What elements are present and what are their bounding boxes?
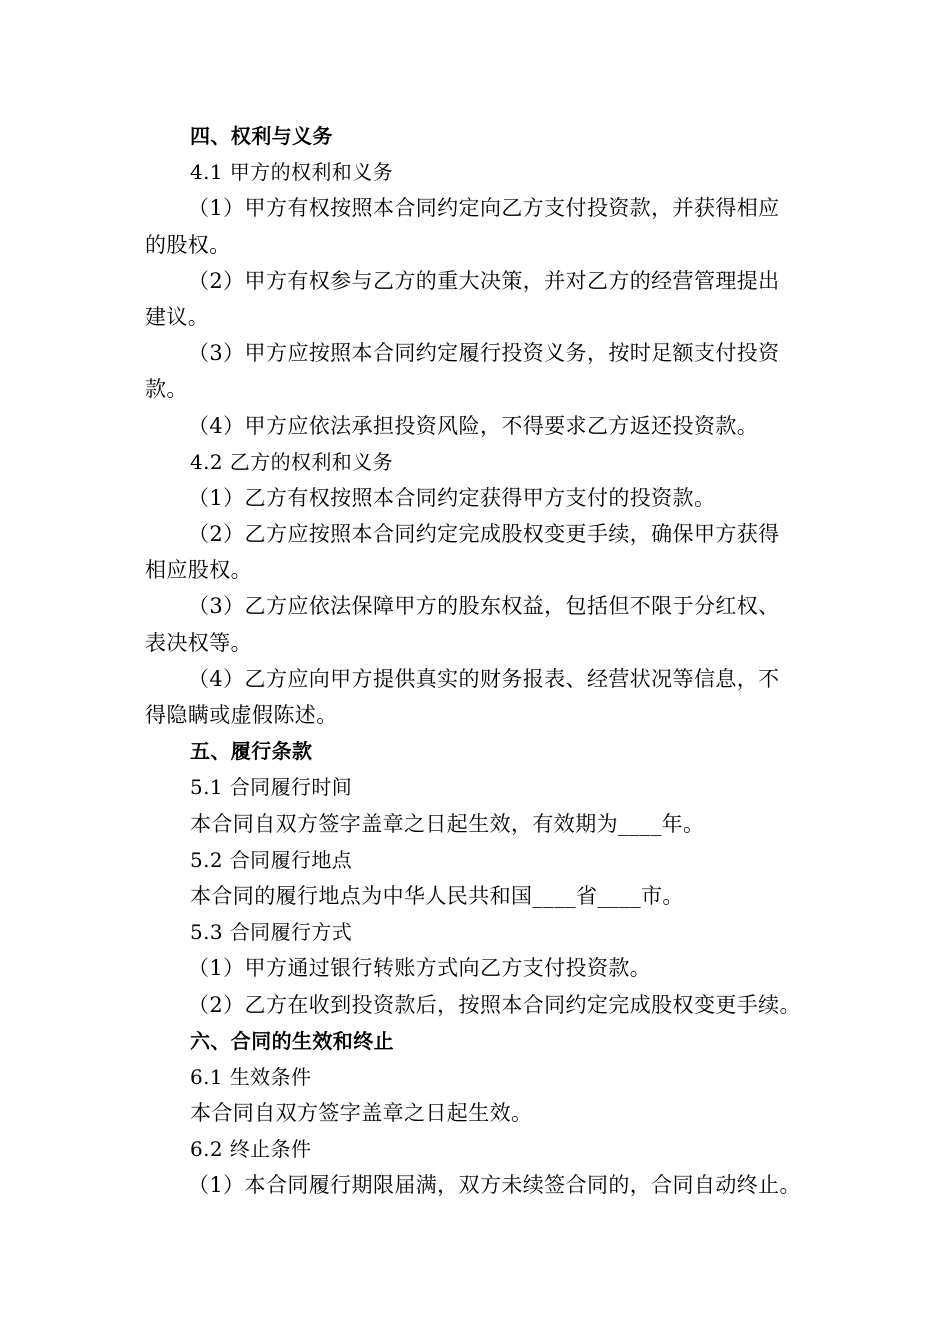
paragraph-line: （1）甲方有权按照本合同约定向乙方支付投资款，并获得相应 bbox=[188, 196, 780, 221]
paragraph-line: （2）甲方有权参与乙方的重大决策，并对乙方的经营管理提出 bbox=[188, 268, 780, 293]
paragraph-line: 相应股权。 bbox=[145, 558, 252, 583]
paragraph-line: （2）乙方应按照本合同约定完成股权变更手续，确保甲方获得 bbox=[188, 522, 780, 547]
section-heading-performance: 五、履行条款 bbox=[190, 739, 313, 764]
paragraph-line: 的股权。 bbox=[145, 232, 231, 257]
paragraph-line: （4）乙方应向甲方提供真实的财务报表、经营状况等信息，不 bbox=[188, 666, 780, 691]
paragraph-line: 得隐瞒或虚假陈述。 bbox=[145, 703, 338, 727]
paragraph-line: （2）乙方在收到投资款后，按照本合同约定完成股权变更手续。 bbox=[188, 992, 801, 1017]
subsection-heading-effective-conditions: 6.1 生效条件 bbox=[190, 1064, 312, 1089]
paragraph-line: （4）甲方应依法承担投资风险，不得要求乙方返还投资款。 bbox=[188, 413, 759, 438]
section-heading-rights-obligations: 四、权利与义务 bbox=[190, 124, 333, 148]
paragraph-line: （1）本合同履行期限届满，双方未续签合同的，合同自动终止。 bbox=[188, 1173, 801, 1198]
paragraph-line: 本合同自双方签字盖章之日起生效，有效期为____年。 bbox=[190, 811, 705, 836]
paragraph-line: （3）乙方应依法保障甲方的股东权益，包括但不限于分红权、 bbox=[188, 594, 780, 619]
subsection-heading-party-b: 4.2 乙方的权利和义务 bbox=[190, 449, 393, 474]
paragraph-line: 款。 bbox=[145, 377, 188, 402]
subsection-heading-party-a: 4.1 甲方的权利和义务 bbox=[190, 160, 393, 185]
paragraph-line: 本合同自双方签字盖章之日起生效。 bbox=[190, 1101, 533, 1126]
paragraph-line: 表决权等。 bbox=[145, 630, 252, 655]
paragraph-line: （1）甲方通过银行转账方式向乙方支付投资款。 bbox=[188, 956, 652, 981]
section-heading-effect-termination: 六、合同的生效和终止 bbox=[190, 1028, 394, 1053]
paragraph-line: 建议。 bbox=[145, 304, 210, 329]
subsection-heading-performance-time: 5.1 合同履行时间 bbox=[190, 775, 353, 800]
subsection-heading-termination-conditions: 6.2 终止条件 bbox=[190, 1137, 312, 1162]
paragraph-line: （3）甲方应按照本合同约定履行投资义务，按时足额支付投资 bbox=[188, 341, 780, 366]
subsection-heading-performance-place: 5.2 合同履行地点 bbox=[190, 847, 353, 872]
paragraph-line: （1）乙方有权按照本合同约定获得甲方支付的投资款。 bbox=[188, 485, 716, 510]
paragraph-line: 本合同的履行地点为中华人民共和国____省____市。 bbox=[190, 883, 684, 908]
document-body bbox=[145, 118, 825, 1204]
subsection-heading-performance-method: 5.3 合同履行方式 bbox=[190, 920, 353, 945]
